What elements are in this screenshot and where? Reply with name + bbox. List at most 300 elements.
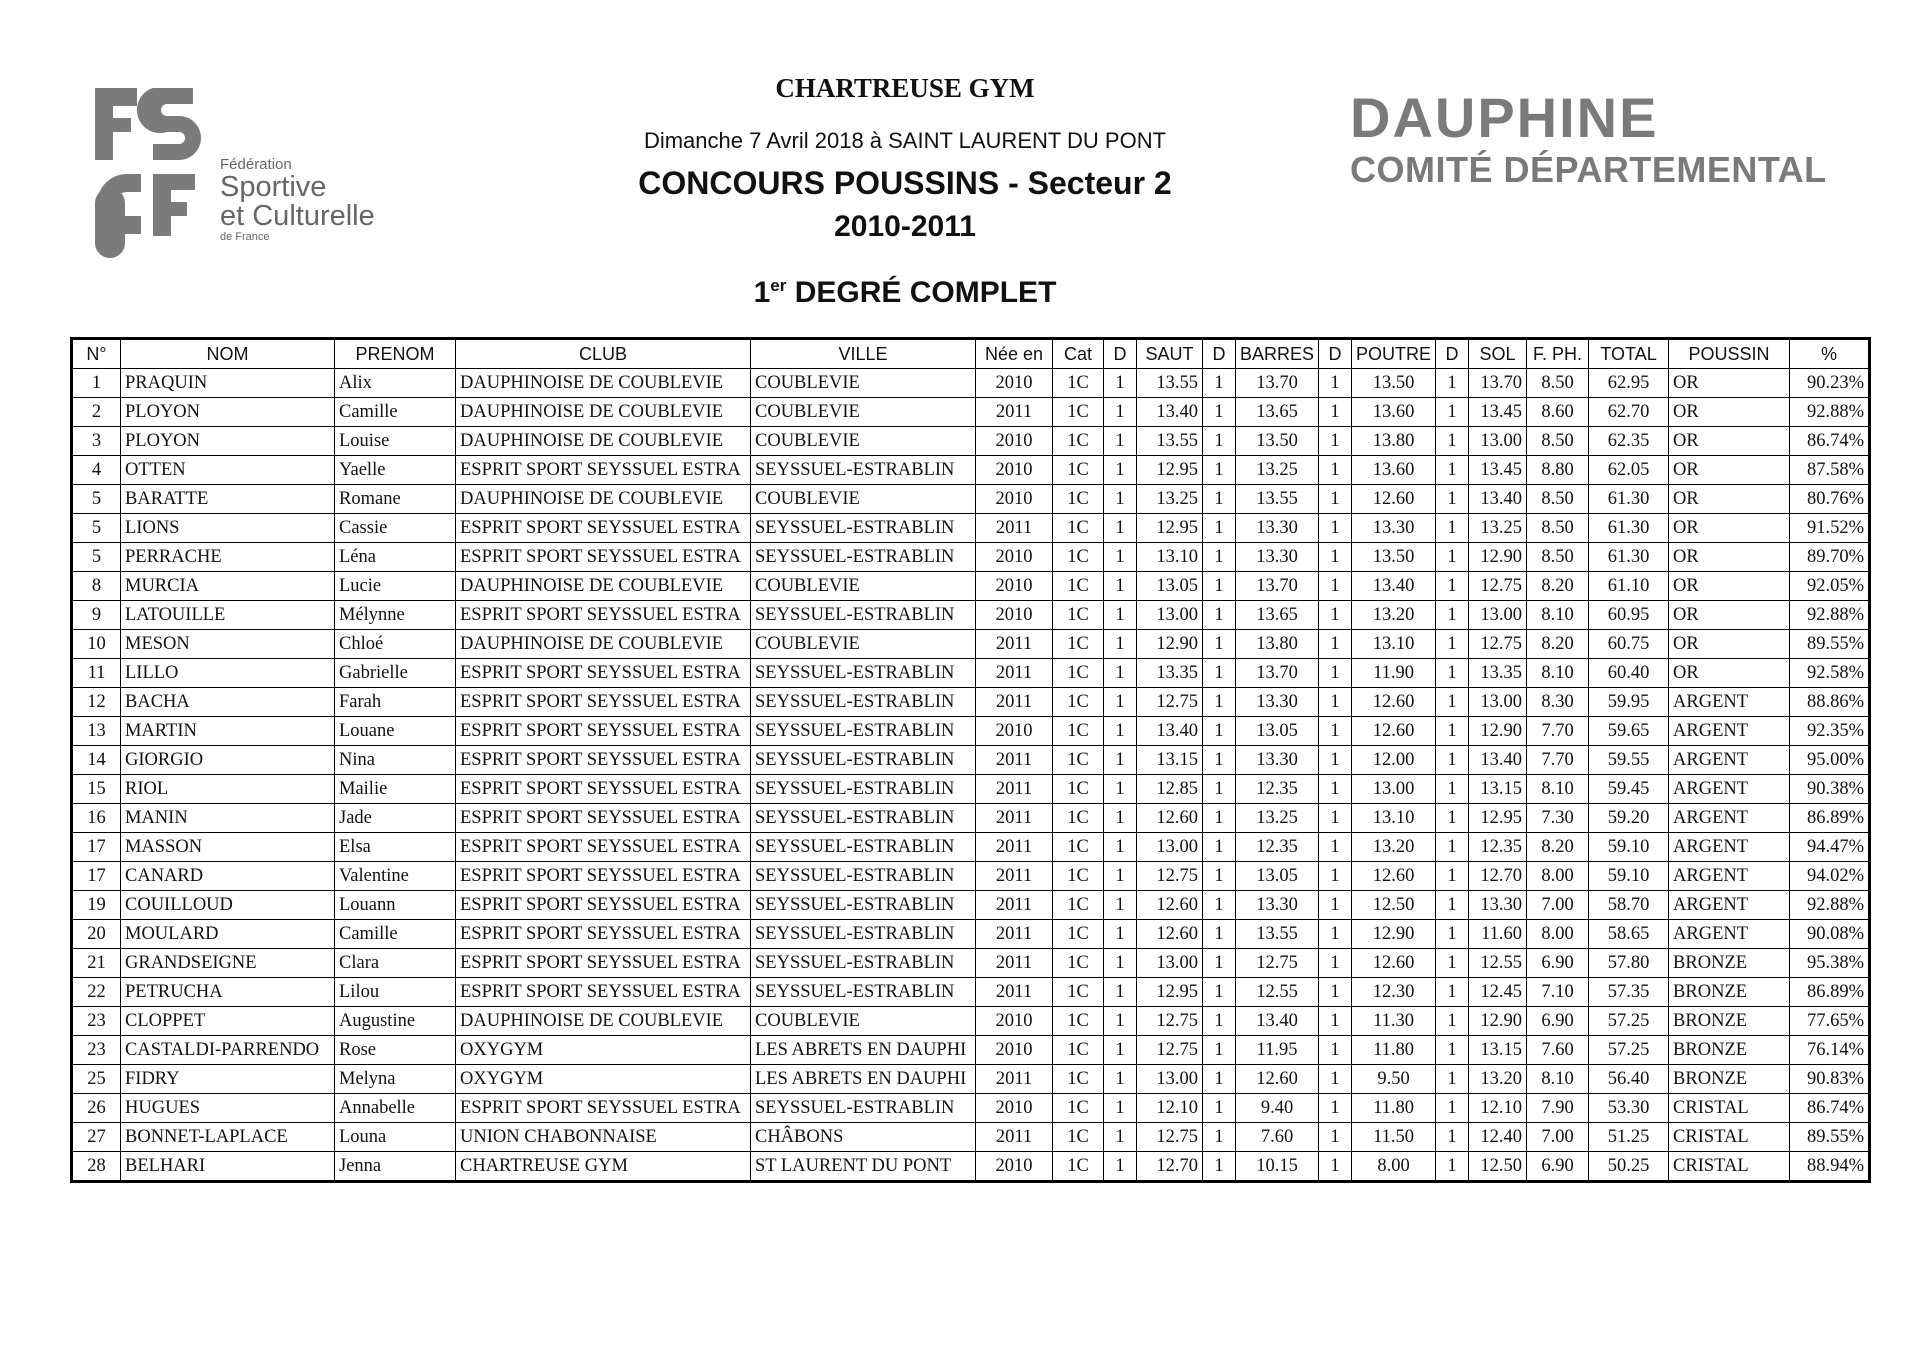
table-cell: Chloé xyxy=(335,630,456,659)
table-row xyxy=(72,427,1870,456)
table-cell: 4 xyxy=(72,456,121,485)
table-cell: MARTIN xyxy=(121,717,335,746)
table-cell: 95.00% xyxy=(1790,746,1870,775)
table-cell: 1 xyxy=(1319,949,1352,978)
table-cell: 13.70 xyxy=(1236,572,1319,601)
table-cell: ESPRIT SPORT SEYSSUEL ESTRA xyxy=(456,920,751,949)
table-cell: 12.40 xyxy=(1469,1123,1527,1152)
table-cell: BELHARI xyxy=(121,1152,335,1182)
table-cell: 89.55% xyxy=(1790,1123,1870,1152)
table-cell: 22 xyxy=(72,978,121,1007)
table-cell: 13.25 xyxy=(1236,804,1319,833)
table-row xyxy=(72,1036,1870,1065)
table-row xyxy=(72,601,1870,630)
table-cell: 1 xyxy=(1319,1065,1352,1094)
table-cell: ESPRIT SPORT SEYSSUEL ESTRA xyxy=(456,891,751,920)
table-cell: 8.20 xyxy=(1527,630,1589,659)
table-cell: 13.10 xyxy=(1352,630,1436,659)
table-cell: 11.80 xyxy=(1352,1036,1436,1065)
table-cell: 1 xyxy=(1319,659,1352,688)
table-cell: SEYSSUEL-ESTRABLIN xyxy=(751,1094,976,1123)
table-cell: 1 xyxy=(1104,949,1137,978)
table-row xyxy=(72,1007,1870,1036)
table-cell: 7.10 xyxy=(1527,978,1589,1007)
table-cell: HUGUES xyxy=(121,1094,335,1123)
table-cell: 1C xyxy=(1053,659,1104,688)
table-cell: COUBLEVIE xyxy=(751,369,976,398)
table-cell: 13.55 xyxy=(1137,427,1203,456)
table-cell: 7.60 xyxy=(1527,1036,1589,1065)
column-header: CLUB xyxy=(456,339,751,369)
table-cell: GIORGIO xyxy=(121,746,335,775)
table-cell: 8.10 xyxy=(1527,601,1589,630)
table-cell: 13.15 xyxy=(1469,1036,1527,1065)
table-cell: ESPRIT SPORT SEYSSUEL ESTRA xyxy=(456,949,751,978)
table-cell: 8.20 xyxy=(1527,572,1589,601)
table-cell: 5 xyxy=(72,543,121,572)
table-cell: 1 xyxy=(1104,601,1137,630)
table-cell: 1 xyxy=(1104,978,1137,1007)
table-cell: ESPRIT SPORT SEYSSUEL ESTRA xyxy=(456,659,751,688)
table-cell: 1 xyxy=(1104,717,1137,746)
table-cell: 12.55 xyxy=(1469,949,1527,978)
table-cell: OR xyxy=(1669,369,1790,398)
table-cell: MOULARD xyxy=(121,920,335,949)
table-cell: 1C xyxy=(1053,1036,1104,1065)
table-cell: 1 xyxy=(1104,427,1137,456)
table-cell: 8.50 xyxy=(1527,485,1589,514)
table-cell: 13.50 xyxy=(1352,369,1436,398)
table-cell: ST LAURENT DU PONT xyxy=(751,1152,976,1182)
table-cell: 13.45 xyxy=(1469,398,1527,427)
column-header: SOL xyxy=(1469,339,1527,369)
table-cell: 12.90 xyxy=(1469,543,1527,572)
table-cell: 8.00 xyxy=(1527,920,1589,949)
table-row xyxy=(72,514,1870,543)
table-cell: 2011 xyxy=(976,514,1053,543)
table-cell: 13.30 xyxy=(1352,514,1436,543)
table-cell: OR xyxy=(1669,572,1790,601)
table-cell: ESPRIT SPORT SEYSSUEL ESTRA xyxy=(456,833,751,862)
table-cell: ARGENT xyxy=(1669,891,1790,920)
table-cell: 51.25 xyxy=(1589,1123,1669,1152)
table-cell: 13.00 xyxy=(1469,601,1527,630)
table-cell: 90.08% xyxy=(1790,920,1870,949)
table-cell: 2011 xyxy=(976,949,1053,978)
table-cell: 90.23% xyxy=(1790,369,1870,398)
table-cell: 7.30 xyxy=(1527,804,1589,833)
table-cell: 92.88% xyxy=(1790,601,1870,630)
table-cell: 1 xyxy=(1104,1036,1137,1065)
table-cell: 59.65 xyxy=(1589,717,1669,746)
table-cell: 1 xyxy=(1104,746,1137,775)
table-row xyxy=(72,456,1870,485)
table-cell: 8.10 xyxy=(1527,1065,1589,1094)
table-cell: 7.70 xyxy=(1527,746,1589,775)
table-cell: ESPRIT SPORT SEYSSUEL ESTRA xyxy=(456,717,751,746)
table-cell: 12.75 xyxy=(1469,630,1527,659)
table-cell: 1 xyxy=(1319,572,1352,601)
table-cell: 1 xyxy=(1319,978,1352,1007)
table-cell: 62.05 xyxy=(1589,456,1669,485)
table-cell: LATOUILLE xyxy=(121,601,335,630)
table-cell: OR xyxy=(1669,543,1790,572)
table-cell: 2011 xyxy=(976,978,1053,1007)
table-cell: 1 xyxy=(1203,1152,1236,1182)
table-cell: BRONZE xyxy=(1669,1007,1790,1036)
table-cell: ARGENT xyxy=(1669,746,1790,775)
table-cell: DAUPHINOISE DE COUBLEVIE xyxy=(456,1007,751,1036)
table-cell: SEYSSUEL-ESTRABLIN xyxy=(751,949,976,978)
table-cell: 23 xyxy=(72,1007,121,1036)
table-cell: OR xyxy=(1669,514,1790,543)
table-cell: CLOPPET xyxy=(121,1007,335,1036)
table-cell: 90.83% xyxy=(1790,1065,1870,1094)
table-cell: 1 xyxy=(1104,572,1137,601)
table-cell: 1 xyxy=(1203,398,1236,427)
table-cell: 1 xyxy=(1319,514,1352,543)
table-cell: Farah xyxy=(335,688,456,717)
table-cell: 1C xyxy=(1053,1065,1104,1094)
table-cell: 13.55 xyxy=(1236,485,1319,514)
table-cell: 57.35 xyxy=(1589,978,1669,1007)
table-cell: SEYSSUEL-ESTRABLIN xyxy=(751,862,976,891)
table-cell: 12.85 xyxy=(1137,775,1203,804)
table-cell: 1 xyxy=(1203,1036,1236,1065)
table-cell: 13.25 xyxy=(1469,514,1527,543)
table-cell: 1 xyxy=(1436,978,1469,1007)
table-cell: 1 xyxy=(1203,746,1236,775)
table-cell: 9 xyxy=(72,601,121,630)
table-body xyxy=(72,369,1870,1182)
table-cell: 13.40 xyxy=(1469,746,1527,775)
table-cell: 1 xyxy=(1319,398,1352,427)
table-cell: 1 xyxy=(1203,833,1236,862)
table-cell: DAUPHINOISE DE COUBLEVIE xyxy=(456,485,751,514)
table-cell: ESPRIT SPORT SEYSSUEL ESTRA xyxy=(456,1094,751,1123)
table-cell: 1 xyxy=(1203,485,1236,514)
table-cell: 58.65 xyxy=(1589,920,1669,949)
table-cell: 8.10 xyxy=(1527,775,1589,804)
table-cell: 2011 xyxy=(976,920,1053,949)
table-cell: 77.65% xyxy=(1790,1007,1870,1036)
table-cell: 86.74% xyxy=(1790,427,1870,456)
table-cell: SEYSSUEL-ESTRABLIN xyxy=(751,601,976,630)
table-cell: 13.30 xyxy=(1236,514,1319,543)
table-cell: 1 xyxy=(1203,427,1236,456)
table-cell: 12.75 xyxy=(1137,1007,1203,1036)
level-sup: er xyxy=(770,276,787,295)
table-cell: COUILLOUD xyxy=(121,891,335,920)
table-cell: 12.75 xyxy=(1236,949,1319,978)
table-cell: 13.40 xyxy=(1137,398,1203,427)
table-cell: 61.10 xyxy=(1589,572,1669,601)
table-cell: 7.60 xyxy=(1236,1123,1319,1152)
table-cell: 13.20 xyxy=(1469,1065,1527,1094)
table-cell: 13.40 xyxy=(1137,717,1203,746)
table-cell: Mélynne xyxy=(335,601,456,630)
table-cell: 2011 xyxy=(976,862,1053,891)
table-cell: 2010 xyxy=(976,1036,1053,1065)
table-cell: 13.50 xyxy=(1236,427,1319,456)
table-cell: OR xyxy=(1669,485,1790,514)
table-cell: COUBLEVIE xyxy=(751,1007,976,1036)
table-cell: DAUPHINOISE DE COUBLEVIE xyxy=(456,630,751,659)
table-cell: 1C xyxy=(1053,543,1104,572)
table-cell: 1 xyxy=(1104,514,1137,543)
table-cell: BONNET-LAPLACE xyxy=(121,1123,335,1152)
table-cell: 1 xyxy=(1104,485,1137,514)
table-cell: 61.30 xyxy=(1589,514,1669,543)
table-cell: 2010 xyxy=(976,1007,1053,1036)
table-cell: 1 xyxy=(1203,369,1236,398)
table-cell: 59.45 xyxy=(1589,775,1669,804)
table-cell: 1 xyxy=(1319,833,1352,862)
table-cell: Elsa xyxy=(335,833,456,862)
table-cell: SEYSSUEL-ESTRABLIN xyxy=(751,804,976,833)
table-cell: CASTALDI-PARRENDO xyxy=(121,1036,335,1065)
table-row xyxy=(72,1123,1870,1152)
table-row xyxy=(72,485,1870,514)
table-cell: CHARTREUSE GYM xyxy=(456,1152,751,1182)
table-cell: Louise xyxy=(335,427,456,456)
table-cell: 5 xyxy=(72,485,121,514)
table-cell: 1 xyxy=(1104,456,1137,485)
table-cell: ARGENT xyxy=(1669,833,1790,862)
table-cell: 1 xyxy=(1104,398,1137,427)
table-row xyxy=(72,659,1870,688)
table-cell: OXYGYM xyxy=(456,1065,751,1094)
table-cell: Romane xyxy=(335,485,456,514)
table-cell: 12.55 xyxy=(1236,978,1319,1007)
table-cell: 12.70 xyxy=(1469,862,1527,891)
table-cell: 12.75 xyxy=(1137,1123,1203,1152)
table-cell: 8.20 xyxy=(1527,833,1589,862)
table-cell: 95.38% xyxy=(1790,949,1870,978)
table-cell: 12.10 xyxy=(1137,1094,1203,1123)
table-cell: 12.45 xyxy=(1469,978,1527,1007)
table-cell: 12.30 xyxy=(1352,978,1436,1007)
table-cell: 11.30 xyxy=(1352,1007,1436,1036)
table-cell: 61.30 xyxy=(1589,543,1669,572)
table-cell: ARGENT xyxy=(1669,862,1790,891)
table-cell: 1 xyxy=(1436,949,1469,978)
table-cell: 87.58% xyxy=(1790,456,1870,485)
table-cell: 11.50 xyxy=(1352,1123,1436,1152)
table-cell: 61.30 xyxy=(1589,485,1669,514)
table-cell: CHÂBONS xyxy=(751,1123,976,1152)
table-cell: OR xyxy=(1669,601,1790,630)
table-cell: Alix xyxy=(335,369,456,398)
table-cell: 88.86% xyxy=(1790,688,1870,717)
table-row xyxy=(72,369,1870,398)
table-cell: ESPRIT SPORT SEYSSUEL ESTRA xyxy=(456,978,751,1007)
table-cell: 17 xyxy=(72,862,121,891)
table-cell: 1 xyxy=(1436,920,1469,949)
table-cell: 13 xyxy=(72,717,121,746)
column-header: % xyxy=(1790,339,1870,369)
table-cell: 13.50 xyxy=(1352,543,1436,572)
table-cell: 13.00 xyxy=(1469,427,1527,456)
table-cell: 1 xyxy=(1436,1036,1469,1065)
table-cell: LES ABRETS EN DAUPHI xyxy=(751,1065,976,1094)
table-cell: 1 xyxy=(1436,543,1469,572)
table-cell: 60.95 xyxy=(1589,601,1669,630)
table-cell: 1 xyxy=(1203,862,1236,891)
table-cell: 1 xyxy=(1319,543,1352,572)
table-cell: 12.60 xyxy=(1137,804,1203,833)
table-cell: ESPRIT SPORT SEYSSUEL ESTRA xyxy=(456,456,751,485)
table-cell: 11.80 xyxy=(1352,1094,1436,1123)
table-cell: SEYSSUEL-ESTRABLIN xyxy=(751,746,976,775)
table-cell: 1 xyxy=(1319,485,1352,514)
table-cell: 13.05 xyxy=(1236,862,1319,891)
table-cell: 59.10 xyxy=(1589,833,1669,862)
table-cell: 1C xyxy=(1053,398,1104,427)
table-cell: PETRUCHA xyxy=(121,978,335,1007)
table-cell: 1 xyxy=(1436,833,1469,862)
table-cell: Melyna xyxy=(335,1065,456,1094)
table-cell: SEYSSUEL-ESTRABLIN xyxy=(751,978,976,1007)
table-cell: 1 xyxy=(1436,369,1469,398)
table-cell: 11.60 xyxy=(1469,920,1527,949)
table-cell: 13.60 xyxy=(1352,398,1436,427)
table-cell: 11.95 xyxy=(1236,1036,1319,1065)
table-cell: 8.60 xyxy=(1527,398,1589,427)
table-cell: 12.35 xyxy=(1236,775,1319,804)
table-cell: 13.00 xyxy=(1137,833,1203,862)
table-cell: COUBLEVIE xyxy=(751,485,976,514)
table-cell: 1 xyxy=(1104,862,1137,891)
table-row xyxy=(72,833,1870,862)
table-cell: 16 xyxy=(72,804,121,833)
table-cell: 2010 xyxy=(976,369,1053,398)
table-cell: 2011 xyxy=(976,804,1053,833)
table-cell: 1 xyxy=(1319,746,1352,775)
table-cell: 50.25 xyxy=(1589,1152,1669,1182)
table-cell: SEYSSUEL-ESTRABLIN xyxy=(751,775,976,804)
table-cell: 17 xyxy=(72,833,121,862)
table-cell: BRONZE xyxy=(1669,1036,1790,1065)
column-header: D xyxy=(1203,339,1236,369)
table-cell: 2010 xyxy=(976,1152,1053,1182)
table-cell: 1 xyxy=(1203,891,1236,920)
table-cell: Lucie xyxy=(335,572,456,601)
table-cell: 1 xyxy=(1203,1123,1236,1152)
table-cell: 12.70 xyxy=(1137,1152,1203,1182)
table-cell: 8.00 xyxy=(1352,1152,1436,1182)
table-cell: 1C xyxy=(1053,1094,1104,1123)
table-cell: 12 xyxy=(72,688,121,717)
table-cell: MANIN xyxy=(121,804,335,833)
dauphine-title: DAUPHINE xyxy=(1350,86,1659,149)
fscf-line1: Fédération xyxy=(220,156,292,173)
table-cell: 8.50 xyxy=(1527,427,1589,456)
table-cell: 27 xyxy=(72,1123,121,1152)
table-cell: 1C xyxy=(1053,688,1104,717)
table-cell: 62.35 xyxy=(1589,427,1669,456)
table-cell: 1 xyxy=(1203,688,1236,717)
table-cell: 1C xyxy=(1053,1123,1104,1152)
table-cell: 2011 xyxy=(976,746,1053,775)
table-cell: 13.65 xyxy=(1236,601,1319,630)
table-cell: OXYGYM xyxy=(456,1036,751,1065)
table-cell: 92.35% xyxy=(1790,717,1870,746)
column-header: PRENOM xyxy=(335,339,456,369)
table-cell: 1 xyxy=(1436,775,1469,804)
table-cell: 12.60 xyxy=(1352,717,1436,746)
table-cell: 6.90 xyxy=(1527,1007,1589,1036)
table-cell: 1 xyxy=(1203,949,1236,978)
table-cell: 1C xyxy=(1053,775,1104,804)
table-cell: 1 xyxy=(1319,804,1352,833)
table-cell: 1 xyxy=(1203,1094,1236,1123)
table-cell: SEYSSUEL-ESTRABLIN xyxy=(751,659,976,688)
table-cell: 1 xyxy=(72,369,121,398)
table-cell: 92.88% xyxy=(1790,891,1870,920)
table-cell: 1C xyxy=(1053,427,1104,456)
table-cell: ESPRIT SPORT SEYSSUEL ESTRA xyxy=(456,775,751,804)
table-cell: 1 xyxy=(1436,1065,1469,1094)
level-text: DEGRÉ COMPLET xyxy=(786,276,1057,309)
table-cell: 1 xyxy=(1203,630,1236,659)
fscf-line4: de France xyxy=(220,231,270,243)
table-cell: 13.65 xyxy=(1236,398,1319,427)
table-cell: 12.90 xyxy=(1469,1007,1527,1036)
table-cell: 62.95 xyxy=(1589,369,1669,398)
table-cell: DAUPHINOISE DE COUBLEVIE xyxy=(456,572,751,601)
column-header: TOTAL xyxy=(1589,339,1669,369)
table-cell: SEYSSUEL-ESTRABLIN xyxy=(751,920,976,949)
table-cell: 94.02% xyxy=(1790,862,1870,891)
table-cell: 20 xyxy=(72,920,121,949)
table-cell: 1C xyxy=(1053,717,1104,746)
table-cell: ESPRIT SPORT SEYSSUEL ESTRA xyxy=(456,746,751,775)
table-cell: 13.05 xyxy=(1236,717,1319,746)
table-cell: 1 xyxy=(1203,1065,1236,1094)
column-header: N° xyxy=(72,339,121,369)
table-cell: 28 xyxy=(72,1152,121,1182)
table-cell: 1 xyxy=(1104,1152,1137,1182)
table-cell: 1 xyxy=(1436,427,1469,456)
table-cell: Annabelle xyxy=(335,1094,456,1123)
table-cell: 12.35 xyxy=(1236,833,1319,862)
table-cell: 1 xyxy=(1203,804,1236,833)
table-cell: 1 xyxy=(1203,543,1236,572)
table-cell: 8.50 xyxy=(1527,543,1589,572)
table-row xyxy=(72,862,1870,891)
table-cell: 92.58% xyxy=(1790,659,1870,688)
table-cell: 10 xyxy=(72,630,121,659)
table-cell: 13.60 xyxy=(1352,456,1436,485)
table-cell: 6.90 xyxy=(1527,949,1589,978)
column-header: NOM xyxy=(121,339,335,369)
table-cell: 59.10 xyxy=(1589,862,1669,891)
table-cell: 8.00 xyxy=(1527,862,1589,891)
table-cell: 13.10 xyxy=(1137,543,1203,572)
table-cell: 56.40 xyxy=(1589,1065,1669,1094)
table-cell: ESPRIT SPORT SEYSSUEL ESTRA xyxy=(456,688,751,717)
table-cell: 86.89% xyxy=(1790,804,1870,833)
table-cell: 1 xyxy=(1319,1123,1352,1152)
table-cell: 12.95 xyxy=(1469,804,1527,833)
dauphine-subtitle: COMITÉ DÉPARTEMENTAL xyxy=(1350,149,1827,190)
table-cell: 12.90 xyxy=(1469,717,1527,746)
table-cell: MURCIA xyxy=(121,572,335,601)
table-cell: Rose xyxy=(335,1036,456,1065)
table-cell: ESPRIT SPORT SEYSSUEL ESTRA xyxy=(456,862,751,891)
table-cell: 8.50 xyxy=(1527,514,1589,543)
